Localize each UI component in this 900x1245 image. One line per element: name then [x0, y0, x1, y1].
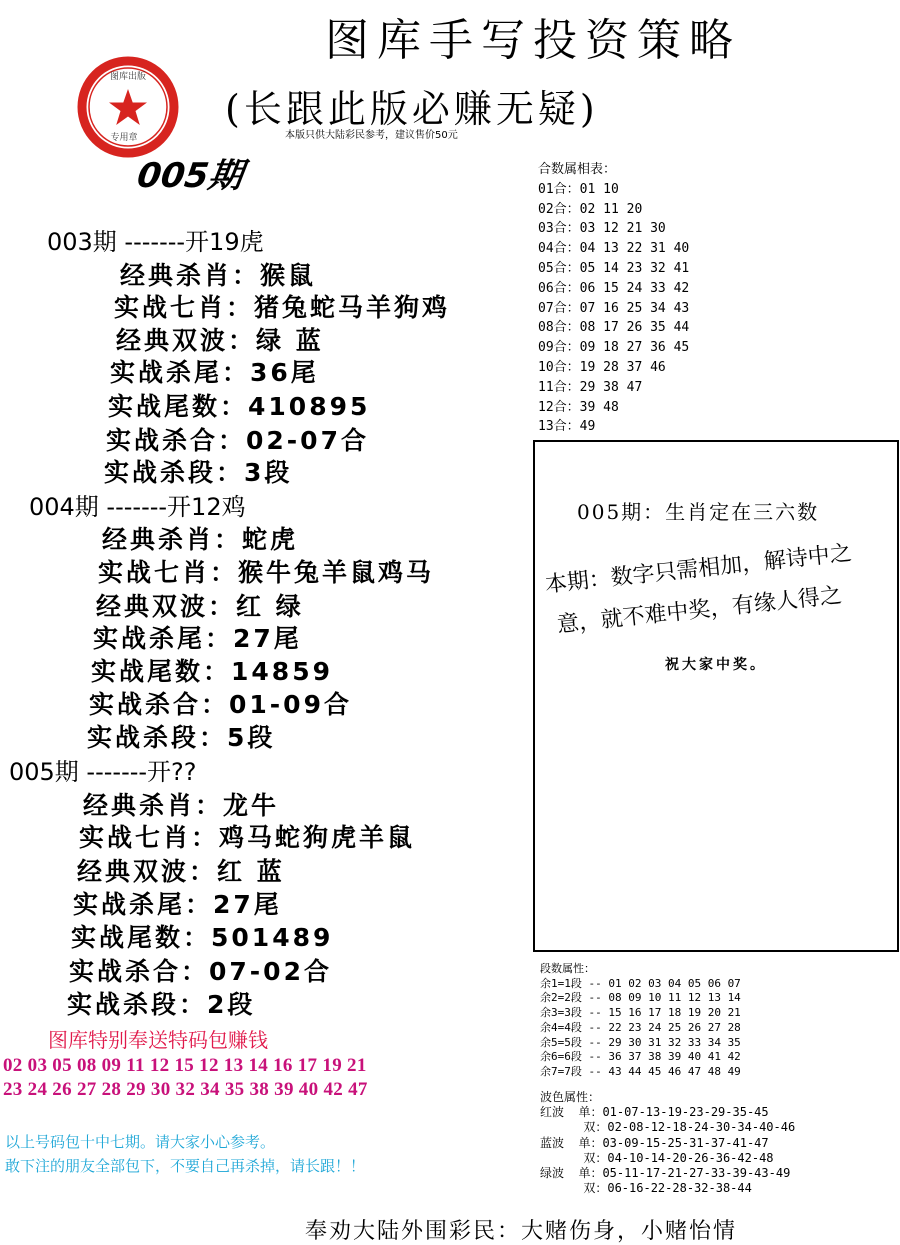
table-row: 09合：09 18 27 36 45: [538, 340, 690, 356]
prediction-row: [116, 321, 324, 357]
row-label: 经典杀肖：: [102, 525, 243, 554]
promo-title: 图库特别奉送特码包赚钱: [48, 1028, 268, 1052]
period-heading: 003期 -------开19虎: [47, 228, 264, 256]
table-row: 11合：29 38 47: [538, 379, 643, 395]
prediction-row: [83, 786, 279, 822]
prediction-row: [79, 818, 415, 854]
table-row: 余6=6段 -- 36 37 38 39 40 41 42: [540, 1050, 741, 1064]
prediction-row: [67, 985, 255, 1021]
table-row: 双：06-16-22-28-32-38-44: [540, 1181, 752, 1196]
row-label: 经典杀肖：: [83, 791, 224, 820]
table-row: 08合：08 17 26 35 44: [538, 320, 690, 336]
row-label: 实战杀合：: [89, 690, 230, 719]
prediction-row: [91, 652, 333, 688]
table-row: 04合：04 13 22 31 40: [538, 241, 690, 257]
row-value: 龙牛: [223, 791, 280, 820]
table-row: 05合：05 14 23 32 41: [538, 260, 690, 276]
prediction-row: [110, 353, 319, 389]
stamp-top-text: 图库出版: [109, 72, 147, 82]
table-row: 余4=4段 -- 22 23 24 25 26 27 28: [540, 1020, 741, 1034]
table-title: 波色属性：: [540, 1090, 601, 1104]
table-row: 余2=2段 -- 08 09 10 11 12 13 14: [540, 991, 741, 1005]
row-value: 蛇虎: [242, 525, 299, 554]
row-label: 实战杀合：: [106, 426, 247, 455]
publisher-stamp: [76, 55, 180, 159]
row-value: 鸡马蛇狗虎羊鼠: [219, 823, 416, 852]
prediction-row: [87, 718, 275, 754]
row-value: 02-07合: [246, 426, 369, 455]
row-value: 绿 蓝: [256, 326, 324, 355]
table-row: 双：02-08-12-18-24-30-34-40-46: [540, 1120, 796, 1135]
promo-tip: 以上号码包十中七期。请大家小心参考。: [5, 1133, 276, 1151]
prediction-row: [106, 421, 369, 457]
prediction-row: [93, 619, 302, 655]
row-value: 猪兔蛇马羊狗鸡: [254, 293, 451, 322]
row-value: 410895: [248, 392, 371, 421]
table-row: 双：04-10-14-20-26-36-42-48: [540, 1150, 774, 1165]
row-value: 猴鼠: [260, 261, 317, 290]
table-row: 01合：01 10: [538, 181, 619, 197]
row-value: 红 蓝: [217, 857, 285, 886]
table-row: 07合：07 16 25 34 43: [538, 300, 690, 316]
period-heading: 004期 -------开12鸡: [29, 493, 246, 521]
prediction-row: [120, 256, 316, 292]
table-row: 余5=5段 -- 29 30 31 32 33 34 35: [540, 1035, 741, 1049]
row-label: 经典双波：: [77, 857, 218, 886]
wave-color-table: [540, 1090, 795, 1196]
promo-numbers: 23 24 26 27 28 29 30 32 34 35 38 39 40 42 47: [3, 1079, 368, 1100]
period-heading: 005期 -------开??: [9, 758, 197, 786]
prediction-row: [69, 952, 332, 988]
prediction-row: [73, 885, 282, 921]
row-value: 红 绿: [236, 592, 304, 621]
star-icon: [109, 89, 147, 125]
row-label: 实战杀段：: [87, 723, 228, 752]
row-label: 实战尾数：: [71, 923, 212, 952]
row-value: 猴牛兔羊鼠鸡马: [238, 558, 435, 587]
row-label: 实战杀尾：: [110, 358, 251, 387]
table-row: 03合：03 12 21 30: [538, 221, 666, 237]
footer-advice: 奉劝大陆外围彩民：大赌伤身，小赌怡情: [305, 1219, 738, 1244]
prediction-row: [89, 685, 352, 721]
row-value: 2段: [207, 990, 256, 1019]
table-row: 绿波 单：05-11-17-21-27-33-39-43-49: [540, 1166, 791, 1181]
table-row: 10合：19 28 37 46: [538, 359, 666, 375]
price-note: 本版只供大陆彩民参考，建议售价50元: [285, 130, 458, 141]
row-label: 实战七肖：: [79, 823, 220, 852]
segment-table: [540, 962, 741, 1080]
row-label: 经典双波：: [96, 592, 237, 621]
riddle-line: 意，就不难中奖，有缘人得之: [555, 583, 843, 638]
row-label: 实战尾数：: [108, 392, 249, 421]
row-value: 3段: [244, 458, 293, 487]
prediction-row: [104, 453, 292, 489]
issue-number: 005期: [134, 156, 246, 196]
row-value: 01-09合: [229, 690, 352, 719]
riddle-line: 005期：生肖定在三六数: [577, 500, 820, 524]
row-label: 经典杀肖：: [120, 261, 261, 290]
row-label: 实战尾数：: [91, 657, 232, 686]
riddle-wish: 祝大家中奖。: [665, 657, 767, 673]
table-row: 13合：49: [538, 419, 596, 435]
row-label: 实战杀尾：: [93, 624, 234, 653]
row-label: 实战杀段：: [104, 458, 245, 487]
stamp-bottom-text: 专用章: [110, 133, 138, 143]
he-number-table: [538, 160, 689, 437]
page-title: 图库手写投资策略: [325, 15, 741, 66]
prediction-row: [96, 587, 304, 623]
table-row: 蓝波 单：03-09-15-25-31-37-41-47: [540, 1135, 769, 1150]
prediction-row: [77, 852, 285, 888]
row-value: 501489: [211, 923, 334, 952]
prediction-row: [108, 387, 370, 423]
row-value: 07-02合: [209, 957, 332, 986]
row-label: 实战杀尾：: [73, 890, 214, 919]
table-title: 合数属相表：: [538, 162, 617, 177]
table-title: 段数属性：: [540, 962, 595, 975]
row-value: 36尾: [250, 358, 319, 387]
table-row: 红波 单：01-07-13-19-23-29-35-45: [540, 1105, 769, 1120]
promo-tip: 敢下注的朋友全部包下，不要自己再杀掉，请长跟！！: [5, 1157, 366, 1175]
promo-numbers: 02 03 05 08 09 11 12 15 12 13 14 16 17 19 21: [3, 1055, 367, 1076]
row-label: 实战七肖：: [114, 293, 255, 322]
table-row: 余7=7段 -- 43 44 45 46 47 48 49: [540, 1064, 741, 1078]
row-label: 实战杀合：: [69, 957, 210, 986]
row-value: 14859: [231, 657, 333, 686]
row-value: 27尾: [233, 624, 302, 653]
riddle-line: 本期：数字只需相加，解诗中之: [543, 540, 853, 598]
prediction-row: [114, 288, 450, 324]
table-row: 06合：06 15 24 33 42: [538, 280, 690, 296]
row-label: 实战七肖：: [98, 558, 239, 587]
table-row: 余1=1段 -- 01 02 03 04 05 06 07: [540, 976, 741, 990]
table-row: 余3=3段 -- 15 16 17 18 19 20 21: [540, 1006, 741, 1020]
row-label: 实战杀段：: [67, 990, 208, 1019]
row-label: 经典双波：: [116, 326, 257, 355]
table-row: 12合：39 48: [538, 399, 619, 415]
row-value: 5段: [227, 723, 276, 752]
page-subtitle: (长跟此版必赚无疑): [225, 87, 599, 131]
prediction-row: [98, 553, 434, 589]
prediction-row: [102, 520, 298, 556]
table-row: 02合：02 11 20: [538, 201, 643, 217]
prediction-row: [71, 918, 333, 954]
row-value: 27尾: [213, 890, 282, 919]
